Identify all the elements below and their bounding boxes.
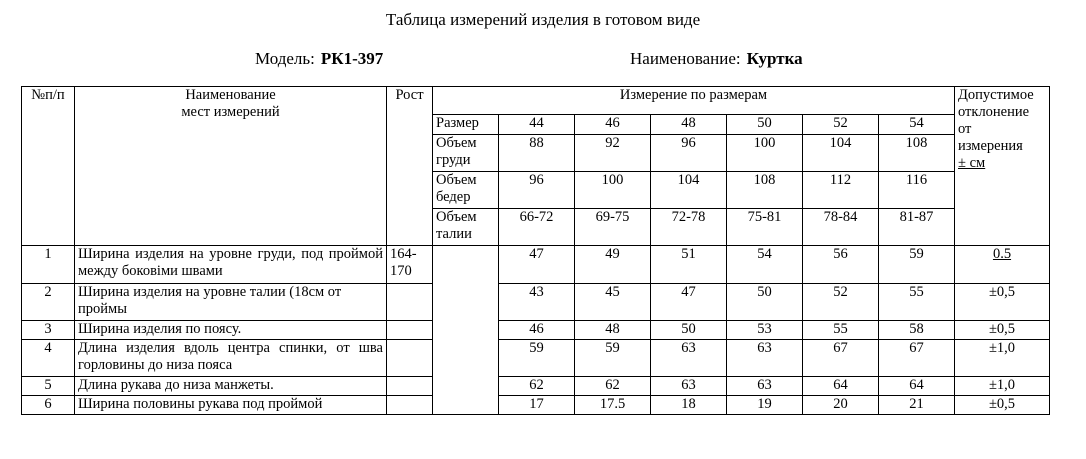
value-cell: 64 bbox=[879, 377, 955, 396]
value-cell: 55 bbox=[803, 321, 879, 340]
waist-label-line2: талии bbox=[436, 226, 472, 242]
hips-cell: 100 bbox=[575, 172, 651, 209]
height-cell bbox=[387, 396, 433, 415]
tolerance-cell: 0.5 bbox=[955, 246, 1050, 284]
value-cell: 56 bbox=[803, 246, 879, 284]
header-place-line1: Наименование bbox=[185, 87, 276, 103]
value-cell: 18 bbox=[651, 396, 727, 415]
value-cell: 51 bbox=[651, 246, 727, 284]
header-tolerance-line3: от bbox=[958, 121, 972, 137]
value-cell: 62 bbox=[499, 377, 575, 396]
hips-cell: 108 bbox=[727, 172, 803, 209]
hips-cell: 112 bbox=[803, 172, 879, 209]
product-name-value: Куртка bbox=[746, 49, 803, 68]
waist-cell: 81-87 bbox=[879, 209, 955, 246]
value-cell: 59 bbox=[575, 340, 651, 377]
table-row bbox=[22, 396, 1050, 415]
chest-cell: 108 bbox=[879, 135, 955, 172]
size-cell: 50 bbox=[727, 115, 803, 135]
value-cell: 52 bbox=[803, 284, 879, 321]
value-cell: 47 bbox=[499, 246, 575, 284]
row-num: 3 bbox=[22, 321, 75, 340]
size-cell: 46 bbox=[575, 115, 651, 135]
measurements-table bbox=[21, 86, 1050, 415]
header-tolerance-line2: отклонение bbox=[958, 104, 1030, 120]
header-num: №п/п bbox=[22, 87, 75, 246]
tolerance-cell: ±0,5 bbox=[955, 396, 1050, 415]
value-cell: 67 bbox=[803, 340, 879, 377]
height-value-line1: 164- bbox=[390, 246, 417, 262]
value-cell: 45 bbox=[575, 284, 651, 321]
product-name-line bbox=[630, 49, 803, 69]
header-tolerance-line5: ± см bbox=[958, 155, 986, 171]
header-place-line2: мест измерений bbox=[181, 104, 280, 120]
height-cell bbox=[387, 340, 433, 377]
model-value: РК1-397 bbox=[320, 49, 384, 68]
table-row bbox=[22, 246, 1050, 284]
document-title: Таблица измерений изделия в готовом виде bbox=[385, 10, 701, 29]
waist-cell: 66-72 bbox=[499, 209, 575, 246]
size-label: Размер bbox=[433, 115, 499, 135]
tolerance-cell: ±1,0 bbox=[955, 377, 1050, 396]
value-cell: 17.5 bbox=[575, 396, 651, 415]
waist-cell: 72-78 bbox=[651, 209, 727, 246]
chest-cell: 88 bbox=[499, 135, 575, 172]
header-place bbox=[75, 87, 387, 246]
value-cell: 63 bbox=[651, 340, 727, 377]
height-cell bbox=[387, 377, 433, 396]
header-height: Рост bbox=[387, 87, 433, 246]
value-cell: 21 bbox=[879, 396, 955, 415]
row-num: 2 bbox=[22, 284, 75, 321]
hips-cell: 104 bbox=[651, 172, 727, 209]
table-row bbox=[22, 340, 1050, 377]
value-cell: 50 bbox=[651, 321, 727, 340]
row-label: Ширина изделия на уровне талии (18см от проймы bbox=[75, 284, 387, 321]
chest-cell: 96 bbox=[651, 135, 727, 172]
row-label: Ширина изделия на уровне груди, под проймой между боковіми швами bbox=[75, 246, 387, 284]
waist-label bbox=[433, 209, 499, 246]
value-cell: 53 bbox=[727, 321, 803, 340]
row-num: 4 bbox=[22, 340, 75, 377]
table-row bbox=[22, 377, 1050, 396]
empty-merged-cell bbox=[433, 246, 499, 415]
row-label: Длина изделия вдоль центра спинки, от шва горловины до низа пояса bbox=[75, 340, 387, 377]
hips-cell: 96 bbox=[499, 172, 575, 209]
row-num: 1 bbox=[22, 246, 75, 284]
chest-cell: 104 bbox=[803, 135, 879, 172]
value-cell: 17 bbox=[499, 396, 575, 415]
value-cell: 63 bbox=[651, 377, 727, 396]
chest-label bbox=[433, 135, 499, 172]
tolerance-cell: ±1,0 bbox=[955, 340, 1050, 377]
table-row bbox=[22, 321, 1050, 340]
value-cell: 64 bbox=[803, 377, 879, 396]
waist-cell: 69-75 bbox=[575, 209, 651, 246]
value-cell: 54 bbox=[727, 246, 803, 284]
hips-label bbox=[433, 172, 499, 209]
value-cell: 67 bbox=[879, 340, 955, 377]
model-label: Модель: bbox=[255, 49, 315, 68]
value-cell: 43 bbox=[499, 284, 575, 321]
hips-label-line2: бедер bbox=[436, 189, 471, 205]
header-tolerance bbox=[955, 87, 1050, 246]
row-label: Ширина изделия по поясу. bbox=[75, 321, 387, 340]
size-cell: 48 bbox=[651, 115, 727, 135]
chest-cell: 92 bbox=[575, 135, 651, 172]
value-cell: 48 bbox=[575, 321, 651, 340]
header-tolerance-line4: измерения bbox=[958, 138, 1023, 154]
value-cell: 20 bbox=[803, 396, 879, 415]
tolerance-cell: ±0,5 bbox=[955, 284, 1050, 321]
value-cell: 46 bbox=[499, 321, 575, 340]
height-cell bbox=[387, 321, 433, 340]
value-cell: 63 bbox=[727, 340, 803, 377]
header-sizes: Измерение по размерам bbox=[433, 87, 955, 115]
size-cell: 54 bbox=[879, 115, 955, 135]
value-cell: 62 bbox=[575, 377, 651, 396]
height-value-line2: 170 bbox=[390, 263, 412, 279]
value-cell: 59 bbox=[499, 340, 575, 377]
value-cell: 47 bbox=[651, 284, 727, 321]
value-cell: 49 bbox=[575, 246, 651, 284]
model-line bbox=[255, 49, 383, 69]
height-value bbox=[387, 246, 433, 284]
chest-cell: 100 bbox=[727, 135, 803, 172]
header-tolerance-line1: Допустимое bbox=[958, 87, 1034, 103]
value-cell: 59 bbox=[879, 246, 955, 284]
table-row bbox=[22, 284, 1050, 321]
waist-cell: 78-84 bbox=[803, 209, 879, 246]
tolerance-cell: ±0,5 bbox=[955, 321, 1050, 340]
row-num: 5 bbox=[22, 377, 75, 396]
value-cell: 19 bbox=[727, 396, 803, 415]
waist-label-line1: Объем bbox=[436, 209, 477, 225]
hips-cell: 116 bbox=[879, 172, 955, 209]
row-num: 6 bbox=[22, 396, 75, 415]
value-cell: 55 bbox=[879, 284, 955, 321]
waist-cell: 75-81 bbox=[727, 209, 803, 246]
row-label: Длина рукава до низа манжеты. bbox=[75, 377, 387, 396]
chest-label-line1: Объем bbox=[436, 135, 477, 151]
product-name-label: Наименование: bbox=[630, 49, 741, 68]
hips-label-line1: Объем bbox=[436, 172, 477, 188]
size-cell: 52 bbox=[803, 115, 879, 135]
value-cell: 58 bbox=[879, 321, 955, 340]
value-cell: 63 bbox=[727, 377, 803, 396]
height-cell bbox=[387, 284, 433, 321]
row-label: Ширина половины рукава под проймой bbox=[75, 396, 387, 415]
chest-label-line2: груди bbox=[436, 152, 471, 168]
value-cell: 50 bbox=[727, 284, 803, 321]
size-cell: 44 bbox=[499, 115, 575, 135]
